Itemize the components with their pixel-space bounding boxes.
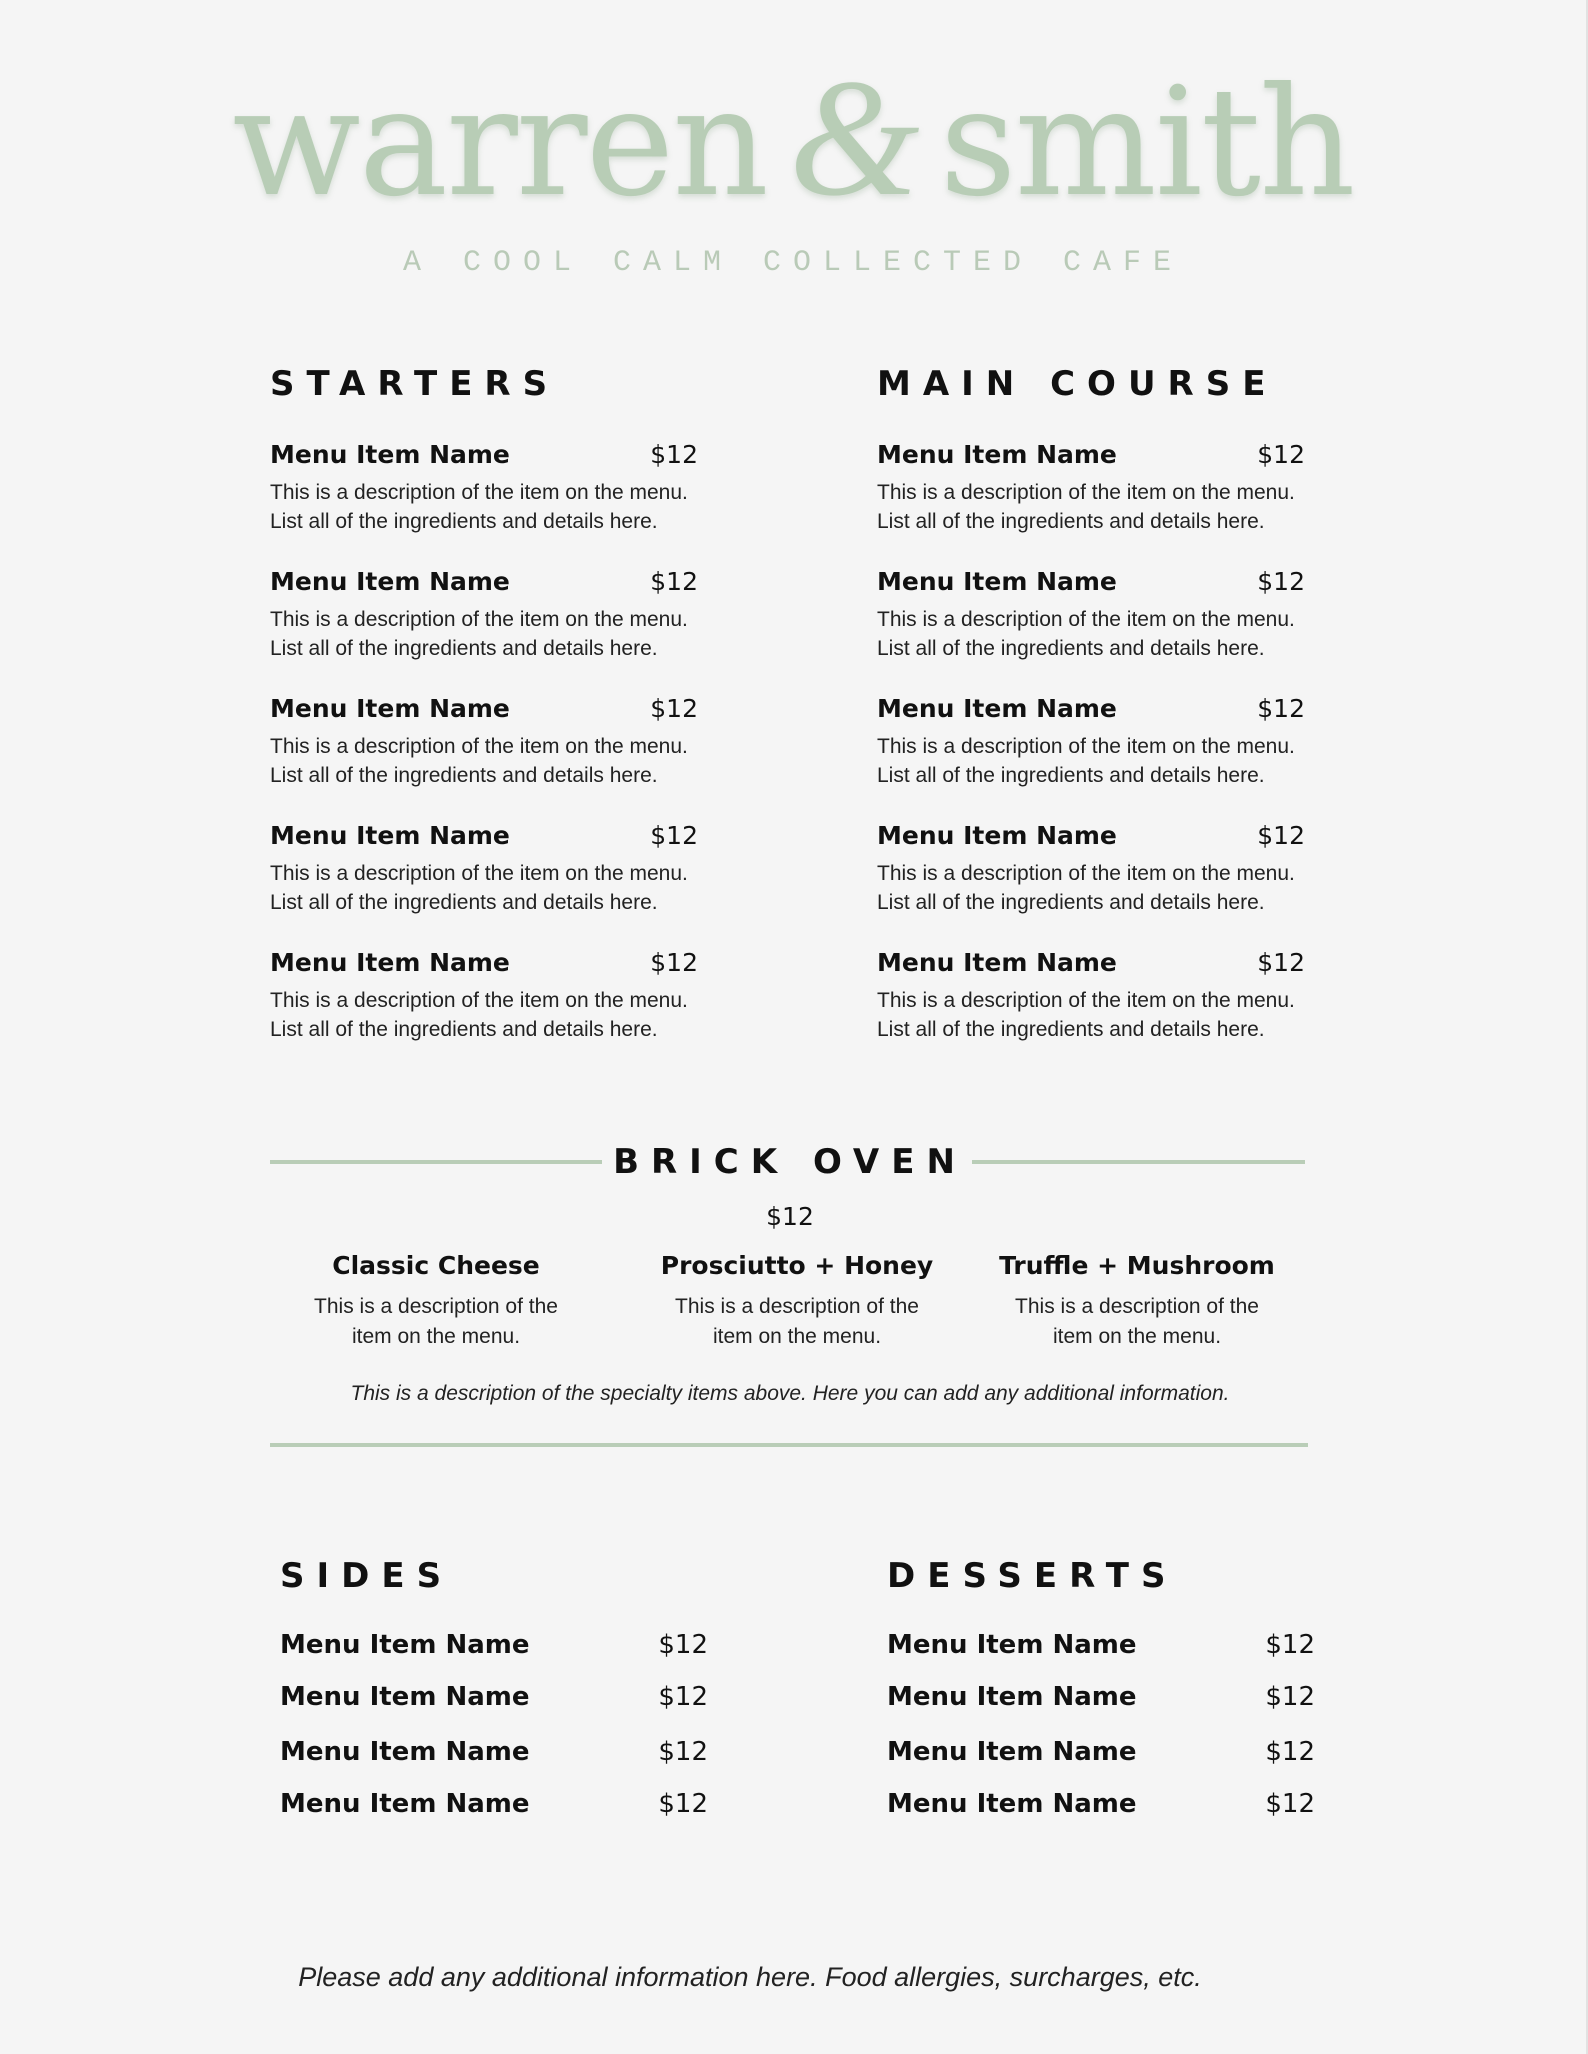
desc-line: List all of the ingredients and details here. — [270, 891, 658, 914]
menu-item — [877, 948, 1305, 1044]
desc-line: This is a description of the item on the menu. — [270, 608, 688, 631]
menu-item-price: $12 — [658, 1737, 708, 1767]
menu-item-price: $12 — [650, 694, 698, 723]
menu-item-description — [270, 986, 710, 1044]
menu-item — [887, 1630, 1315, 1662]
desc-line: item on the menu. — [351, 1325, 521, 1348]
menu-item — [280, 1630, 708, 1662]
menu-item-name: Menu Item Name — [270, 694, 510, 723]
menu-item-description — [270, 732, 710, 790]
desc-line: This is a description of the item on the menu. — [877, 862, 1295, 885]
starters-section — [270, 364, 698, 404]
main-course-title: MAIN COURSE — [877, 364, 1278, 404]
menu-item-name: Menu Item Name — [280, 1789, 530, 1819]
brick-oven-title: BRICK OVEN — [613, 1142, 967, 1182]
menu-item — [270, 821, 698, 917]
menu-item-description — [877, 478, 1317, 536]
desc-line: item on the menu. — [1052, 1325, 1222, 1348]
menu-item — [887, 1682, 1315, 1714]
menu-item-name: Menu Item Name — [877, 948, 1117, 977]
menu-item — [280, 1789, 708, 1821]
desc-line: This is a description of the item on the menu. — [270, 862, 688, 885]
desc-line: This is a description of the item on the menu. — [270, 481, 688, 504]
desc-line: This is a description of the item on the menu. — [877, 735, 1295, 758]
desc-line: This is a description of the item on the menu. — [877, 481, 1295, 504]
menu-item-price: $12 — [1257, 948, 1305, 977]
desc-line: List all of the ingredients and details here. — [877, 891, 1265, 914]
menu-item — [270, 440, 698, 536]
menu-item-price: $12 — [650, 948, 698, 977]
desc-line: List all of the ingredients and details here. — [877, 510, 1265, 533]
desc-line: This is a description of the item on the menu. — [270, 989, 688, 1012]
desc-line: List all of the ingredients and details here. — [270, 1018, 658, 1041]
menu-item-price: $12 — [1257, 821, 1305, 850]
pizza-description — [977, 1292, 1297, 1352]
menu-item-description — [270, 605, 710, 663]
menu-item-name: Menu Item Name — [887, 1789, 1137, 1819]
brick-oven-rule-right — [972, 1160, 1305, 1164]
menu-item-price: $12 — [1257, 694, 1305, 723]
desc-line: item on the menu. — [712, 1325, 882, 1348]
menu-item-name: Menu Item Name — [270, 567, 510, 596]
menu-item-name: Menu Item Name — [877, 440, 1117, 469]
menu-item-price: $12 — [658, 1682, 708, 1712]
footer-note: Please add any additional information here. Food allergies, surcharges, etc. — [298, 1962, 1202, 1992]
menu-item-description — [877, 732, 1317, 790]
menu-item-description — [877, 605, 1317, 663]
pizza-item — [637, 1250, 957, 1352]
menu-item — [887, 1737, 1315, 1769]
menu-item-price: $12 — [1265, 1737, 1315, 1767]
brand-logo — [0, 45, 1586, 231]
brick-oven-rule-left — [270, 1160, 602, 1164]
brick-oven-price: $12 — [766, 1202, 814, 1231]
menu-item — [280, 1682, 708, 1714]
brick-oven-rule-bottom — [270, 1443, 1308, 1447]
menu-item — [270, 948, 698, 1044]
desc-line: This is a description of the item on the menu. — [877, 989, 1295, 1012]
desc-line: This is a description of the — [1015, 1295, 1259, 1318]
menu-item-price: $12 — [1265, 1630, 1315, 1660]
menu-item-price: $12 — [650, 567, 698, 596]
menu-item-name: Menu Item Name — [270, 948, 510, 977]
menu-item — [877, 821, 1305, 917]
brand-tagline: A COOL CALM COLLECTED CAFE — [402, 246, 1184, 280]
pizza-name: Prosciutto + Honey — [660, 1251, 934, 1280]
pizza-description — [637, 1292, 957, 1352]
main-course-section — [877, 364, 1305, 404]
brick-oven-note: This is a description of the specialty items above. Here you can add any additional information. — [350, 1382, 1230, 1405]
starters-list — [270, 440, 698, 1044]
desc-line: List all of the ingredients and details here. — [877, 764, 1265, 787]
main-course-list — [877, 440, 1305, 1044]
menu-item-price: $12 — [658, 1789, 708, 1819]
starters-title: STARTERS — [270, 364, 560, 404]
desc-line: List all of the ingredients and details here. — [270, 764, 658, 787]
pizza-item — [977, 1250, 1297, 1352]
menu-item-price: $12 — [650, 440, 698, 469]
sides-section — [280, 1556, 708, 1821]
menu-item-description — [270, 478, 710, 536]
pizza-name: Classic Cheese — [332, 1251, 540, 1280]
menu-item-name: Menu Item Name — [877, 567, 1117, 596]
menu-item — [270, 567, 698, 663]
menu-item-price: $12 — [1265, 1682, 1315, 1712]
pizza-description — [276, 1292, 596, 1352]
menu-item-price: $12 — [1257, 440, 1305, 469]
menu-item — [877, 440, 1305, 536]
menu-item-name: Menu Item Name — [280, 1682, 530, 1712]
desc-line: List all of the ingredients and details here. — [270, 637, 658, 660]
menu-item-name: Menu Item Name — [877, 694, 1117, 723]
desc-line: List all of the ingredients and details here. — [877, 1018, 1265, 1041]
desserts-title: DESSERTS — [887, 1556, 1178, 1596]
menu-item-name: Menu Item Name — [887, 1630, 1137, 1660]
menu-item-name: Menu Item Name — [280, 1737, 530, 1767]
menu-item-price: $12 — [650, 821, 698, 850]
menu-item-name: Menu Item Name — [280, 1630, 530, 1660]
desserts-section — [887, 1556, 1315, 1821]
menu-item-name: Menu Item Name — [887, 1682, 1137, 1712]
brand-ampersand: & — [788, 45, 918, 231]
desc-line: List all of the ingredients and details here. — [270, 510, 658, 533]
menu-item — [877, 694, 1305, 790]
menu-item-description — [270, 859, 710, 917]
menu-item — [877, 567, 1305, 663]
desc-line: This is a description of the — [675, 1295, 919, 1318]
desc-line: List all of the ingredients and details here. — [877, 637, 1265, 660]
sides-title: SIDES — [280, 1556, 454, 1596]
brand-name-left: warren — [232, 56, 767, 230]
menu-item-name: Menu Item Name — [877, 821, 1117, 850]
pizza-name: Truffle + Mushroom — [999, 1251, 1275, 1280]
menu-item-price: $12 — [1257, 567, 1305, 596]
desc-line: This is a description of the item on the menu. — [877, 608, 1295, 631]
pizza-item — [276, 1250, 596, 1352]
desc-line: This is a description of the item on the menu. — [270, 735, 688, 758]
menu-item-description — [877, 859, 1317, 917]
menu-item-name: Menu Item Name — [887, 1737, 1137, 1767]
menu-item-price: $12 — [1265, 1789, 1315, 1819]
menu-item — [270, 694, 698, 790]
menu-item — [887, 1789, 1315, 1821]
menu-item-name: Menu Item Name — [270, 440, 510, 469]
menu-item-description — [877, 986, 1317, 1044]
desc-line: This is a description of the — [314, 1295, 558, 1318]
menu-item-name: Menu Item Name — [270, 821, 510, 850]
menu-item-price: $12 — [658, 1630, 708, 1660]
brand-name-right: smith — [939, 56, 1354, 230]
menu-item — [280, 1737, 708, 1769]
